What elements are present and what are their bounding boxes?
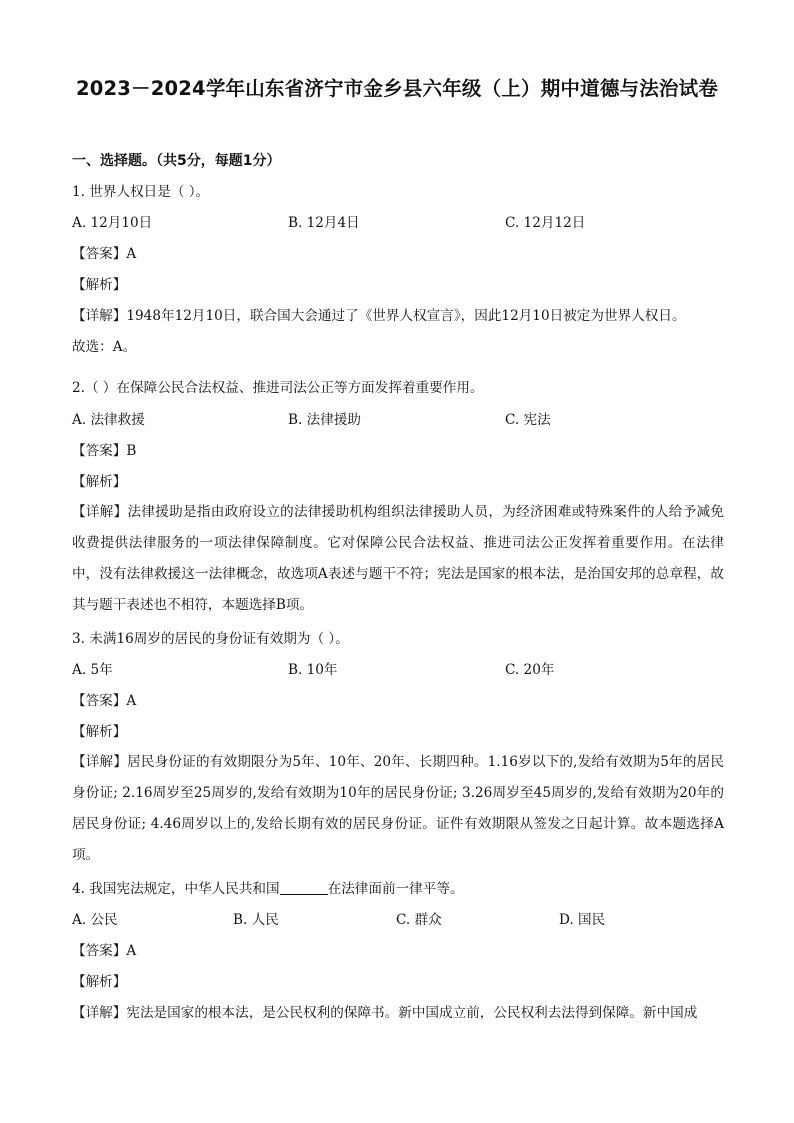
detail-text: 1948年12月10日，联合国大会通过了《世界人权宣言》，因此12月10日被定为世界人权日。 (126, 308, 686, 324)
question-2-option-c: C. 宪法 (505, 412, 551, 428)
detail-text: 宪法是国家的根本法，是公民权利的保障书。新中国成立前，公民权利去法得到保障。新中国成 (126, 1005, 698, 1021)
question-4-option-d: D. 国民 (559, 912, 606, 928)
detail-text: 法律援助是指由政府设立的法律援助机构组织法律援助人员，为经济困难或特殊案件的人给予减免收费提供法律服务的一项法律保障制度。它对保障公民合法权益、推进司法公正发挥着重要作用。在法律中，没有法律救援这一法律概念，故选项A表述与题干不符；宪法是国家的根本法，是治国安邦的总章程，故其与题干表述也不相符，本题选择B项。 (72, 504, 724, 613)
question-1-analysis-label: 【解析】 (72, 277, 127, 293)
question-3-detail (72, 747, 724, 871)
question-2-analysis-label: 【解析】 (72, 474, 127, 490)
stem-after: 在法律面前一律平等。 (327, 881, 464, 897)
fill-blank (280, 880, 328, 895)
question-3-stem: 3. 未满16周岁的居民的身份证有效期为（ ）。 (72, 631, 349, 647)
answer-label: 【答案】 (72, 943, 127, 959)
detail-label: 【详解】 (72, 754, 128, 770)
answer-label: 【答案】 (72, 443, 127, 459)
question-1-stem: 1. 世界人权日是（ ）。 (72, 184, 210, 200)
detail-label: 【详解】 (72, 504, 128, 520)
question-4-stem (72, 879, 464, 899)
question-2-option-a: A. 法律救援 (72, 412, 145, 428)
answer-value: A (126, 693, 137, 709)
question-3-option-c: C. 20年 (505, 662, 555, 678)
question-2-stem: 2.（ ）在保障公民合法权益、推进司法公正等方面发挥着重要作用。 (72, 380, 484, 396)
question-2-option-b: B. 法律援助 (288, 412, 362, 428)
question-2-detail (72, 497, 724, 621)
answer-label: 【答案】 (72, 693, 127, 709)
question-4-option-a: A. 公民 (72, 912, 118, 928)
question-3-option-a: A. 5年 (72, 662, 113, 678)
question-1-detail (72, 306, 686, 326)
section-heading: 一、选择题。（共5分，每题1分） (72, 153, 281, 169)
question-4-detail (72, 1003, 697, 1023)
page-title: 2023－2024学年山东省济宁市金乡县六年级（上）期中道德与法治试卷 (75, 77, 719, 100)
answer-value: A (126, 943, 137, 959)
answer-label: 【答案】 (72, 246, 127, 262)
question-2-answer (72, 441, 136, 461)
detail-text: 居民身份证的有效期限分为5年、10年、20年、长期四种。1.16岁以下的,发给有效期为5年的居民身份证; 2.16周岁至25周岁的,发给有效期为10年的居民身份证; 3.26周岁至45周岁的,发给有效期为20年的居民身份证; 4.46周岁以上的,发给长期有效的居民身份证。证件有效期限从签发之日起计算。故本题选择A项。 (72, 754, 725, 863)
question-1-option-c: C. 12月12日 (505, 215, 586, 231)
question-1-option-a: A. 12月10日 (72, 215, 153, 231)
question-1-option-b: B. 12月4日 (288, 215, 360, 231)
stem-before: 4. 我国宪法规定，中华人民共和国 (72, 881, 280, 897)
detail-label: 【详解】 (72, 308, 127, 324)
question-3-analysis-label: 【解析】 (72, 724, 127, 740)
answer-value: A (126, 246, 137, 262)
question-3-option-b: B. 10年 (288, 662, 338, 678)
question-4-analysis-label: 【解析】 (72, 974, 127, 990)
question-4-answer (72, 941, 136, 961)
detail-label: 【详解】 (72, 1005, 127, 1021)
question-1-conclusion: 故选：A。 (72, 339, 137, 355)
question-1-answer (72, 244, 136, 264)
answer-value: B (126, 443, 137, 459)
question-3-answer (72, 691, 136, 711)
question-4-option-b: B. 人民 (233, 912, 279, 928)
question-4-option-c: C. 群众 (396, 912, 442, 928)
